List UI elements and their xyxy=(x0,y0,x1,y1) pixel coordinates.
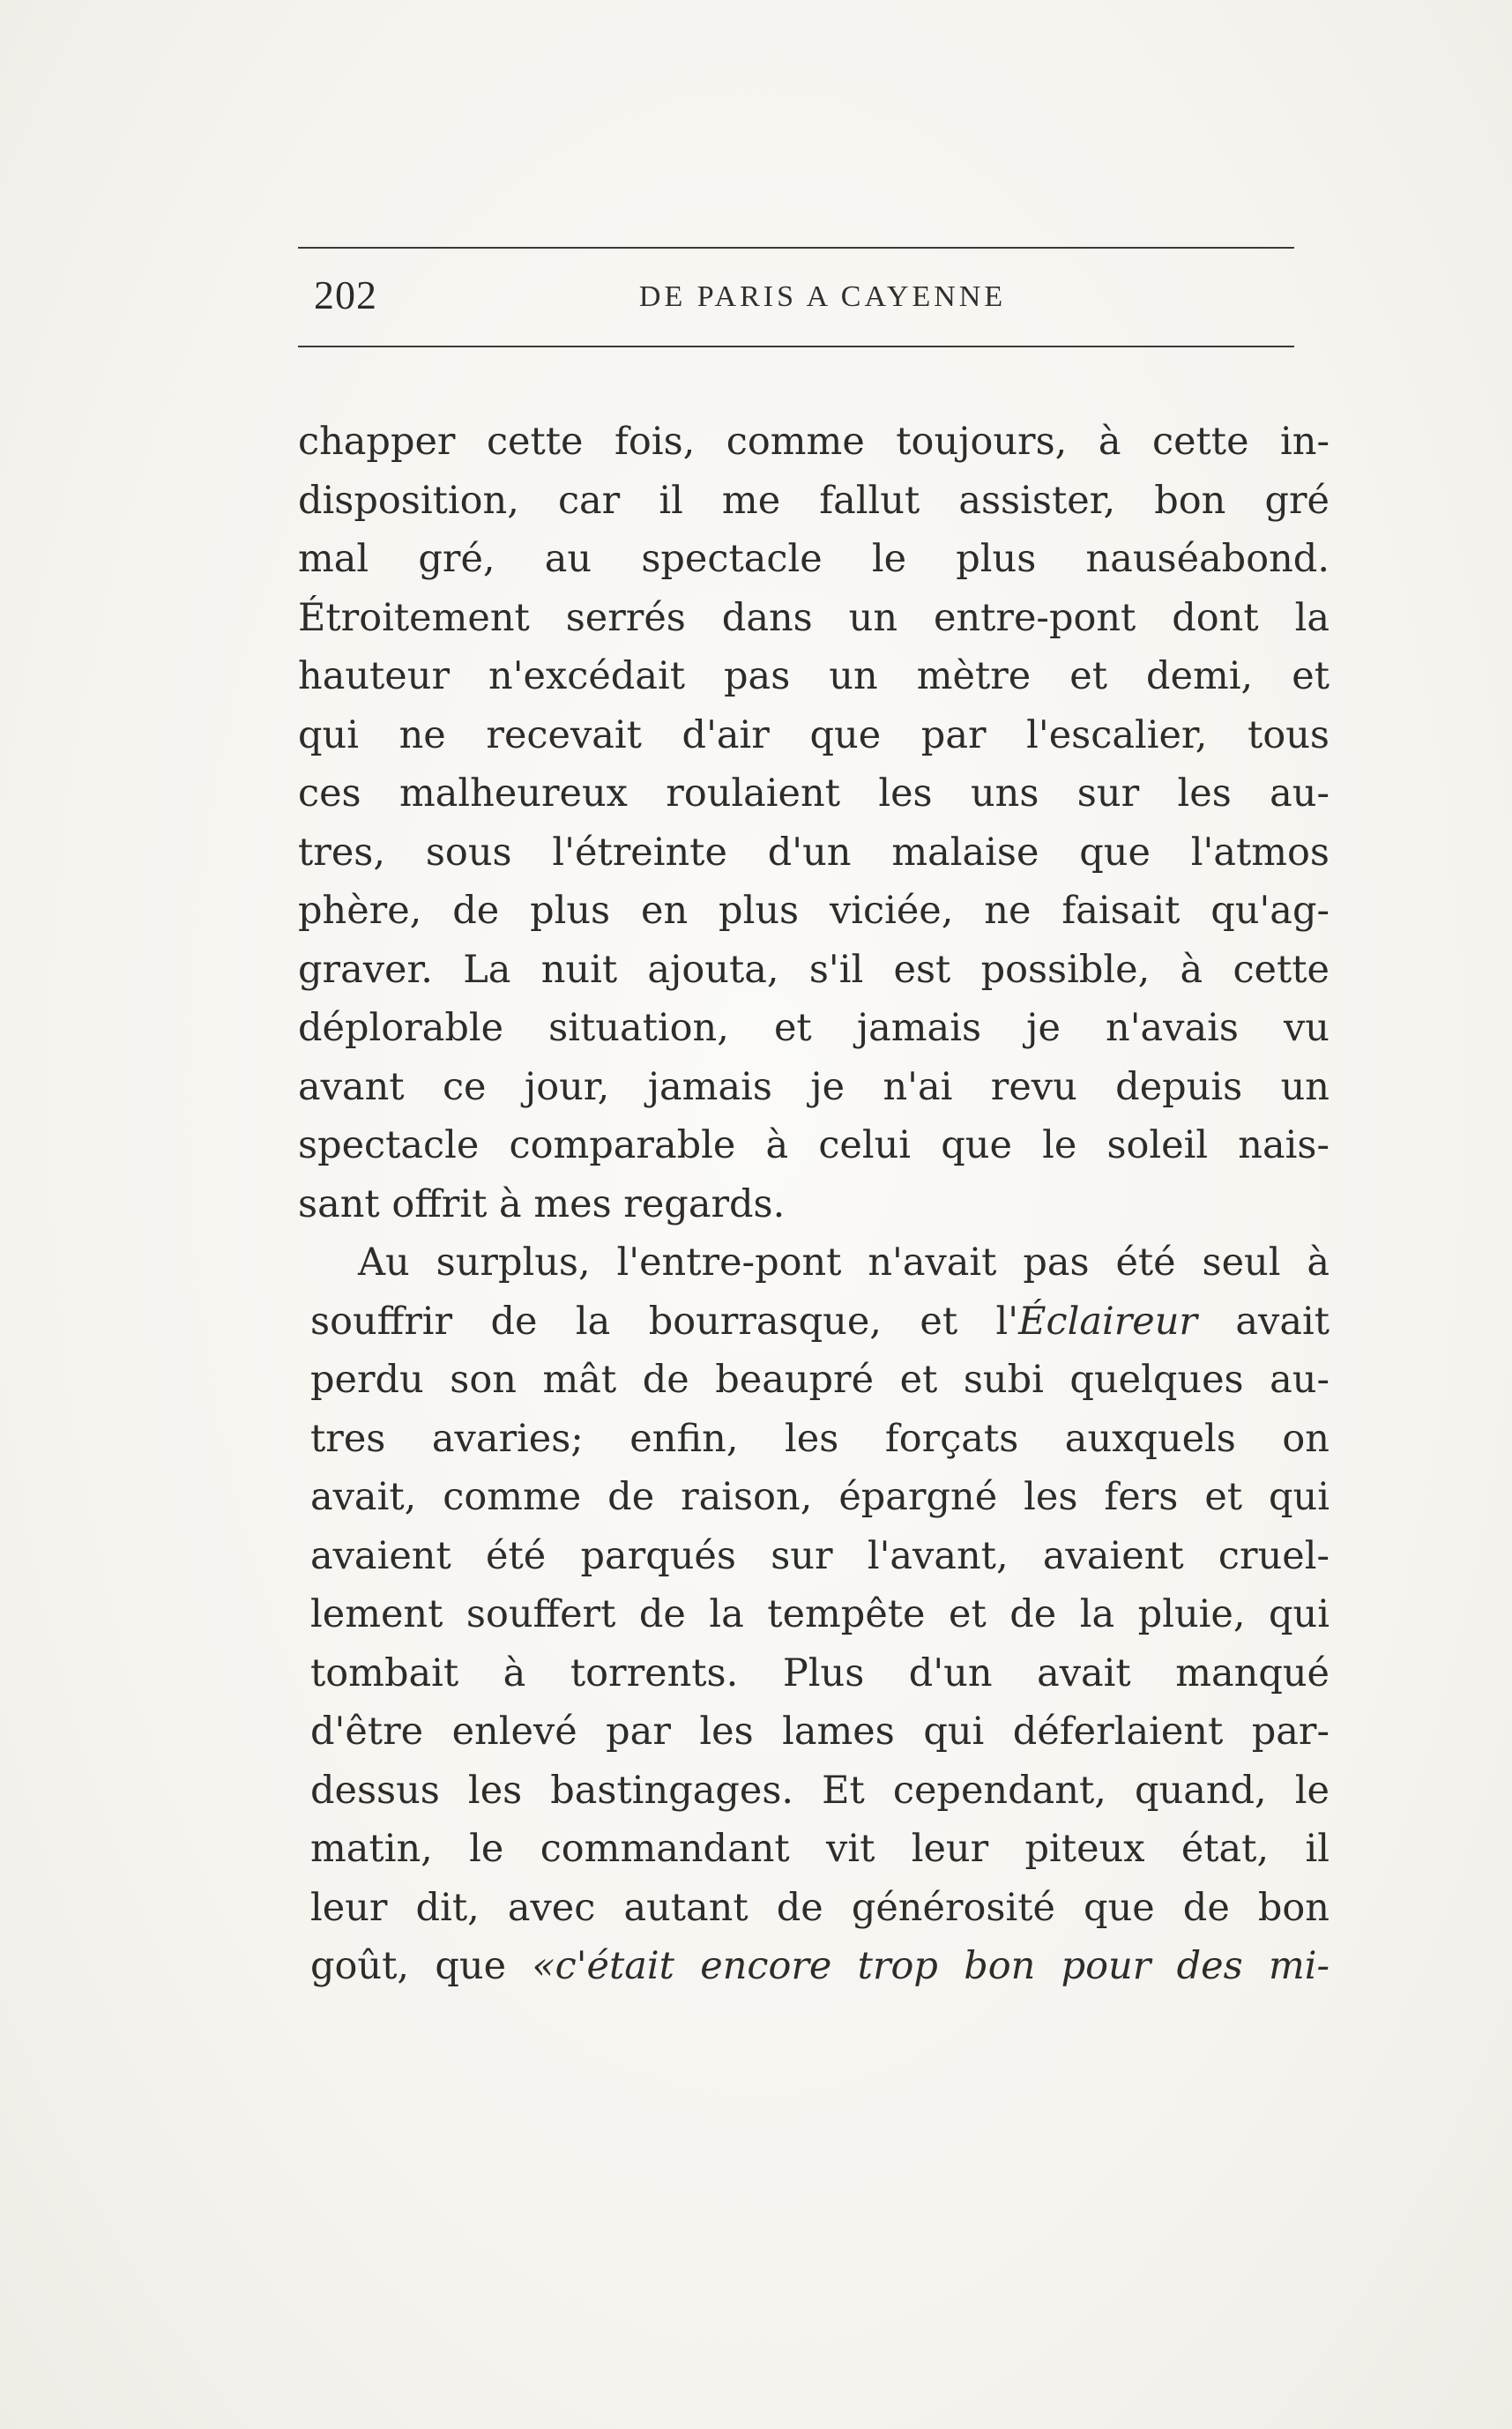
text-fragment: goût, que xyxy=(310,1944,533,1988)
text-line: avaient été parqués sur l'avant, avaient cruel- xyxy=(310,1533,1330,1578)
header-top-rule xyxy=(298,247,1294,249)
ship-name: Éclaireur xyxy=(1018,1299,1197,1344)
quoted-speech: «c'était encore trop bon pour des mi- xyxy=(532,1944,1330,1988)
text-fragment: souffrir de la bourrasque, et l' xyxy=(310,1299,1019,1344)
text-line: déplorable situation, et jamais je n'avais vu xyxy=(298,1006,1330,1050)
text-line: tombait à torrents. Plus d'un avait manqué xyxy=(310,1650,1330,1695)
text-line: leur dit, avec autant de générosité que de bon xyxy=(310,1885,1330,1930)
text-line: Au surplus, l'entre-pont n'avait pas été seul à xyxy=(358,1241,1330,1285)
text-line-with-quote xyxy=(298,1937,1330,1996)
page-number: 202 xyxy=(314,272,377,317)
text-line: mal gré, au spectacle le plus nauséabond. xyxy=(298,537,1330,581)
text-line: ces malheureux roulaient les uns sur les au- xyxy=(298,771,1330,816)
running-title: DE PARIS A CAYENNE xyxy=(638,280,1007,313)
text-line: chapper cette fois, comme toujours, à cette in- xyxy=(298,420,1330,464)
text-line: hauteur n'excédait pas un mètre et demi, et xyxy=(298,654,1330,698)
text-line: qui ne recevait d'air que par l'escalier, tous xyxy=(298,712,1330,757)
text-line: tres, sous l'étreinte d'un malaise que l'atmos xyxy=(298,830,1330,875)
text-line: sant offrit à mes regards. xyxy=(298,1181,786,1226)
text-line: graver. La nuit ajouta, s'il est possible, à cette xyxy=(298,947,1330,992)
body-text xyxy=(298,413,1330,1996)
text-line: dessus les bastingages. Et cependant, quand, le xyxy=(310,1768,1330,1813)
text-line: Étroitement serrés dans un entre-pont dont la xyxy=(298,595,1330,640)
text-line: tres avaries; enfin, les forçats auxquels on xyxy=(310,1416,1330,1461)
text-line: lement souffert de la tempête et de la pluie, qui xyxy=(310,1592,1330,1636)
text-line: avait, comme de raison, épargné les fers et qui xyxy=(310,1475,1330,1519)
text-line: disposition, car il me fallut assister, bon gré xyxy=(298,478,1330,523)
text-line-with-ship-name xyxy=(298,1293,1330,1352)
text-line: phère, de plus en plus viciée, ne faisait qu'ag- xyxy=(298,889,1330,933)
running-header xyxy=(298,263,1294,333)
header-bottom-rule xyxy=(298,346,1294,347)
text-line: matin, le commandant vit leur piteux état, il xyxy=(310,1827,1330,1871)
text-line: spectacle comparable à celui que le soleil nais- xyxy=(298,1123,1330,1167)
text-line: perdu son mât de beaupré et subi quelques au- xyxy=(310,1358,1330,1402)
text-fragment: avait xyxy=(1196,1299,1330,1344)
text-line: d'être enlevé par les lames qui déferlaient par- xyxy=(310,1710,1330,1754)
text-line: avant ce jour, jamais je n'ai revu depuis un xyxy=(298,1064,1330,1109)
